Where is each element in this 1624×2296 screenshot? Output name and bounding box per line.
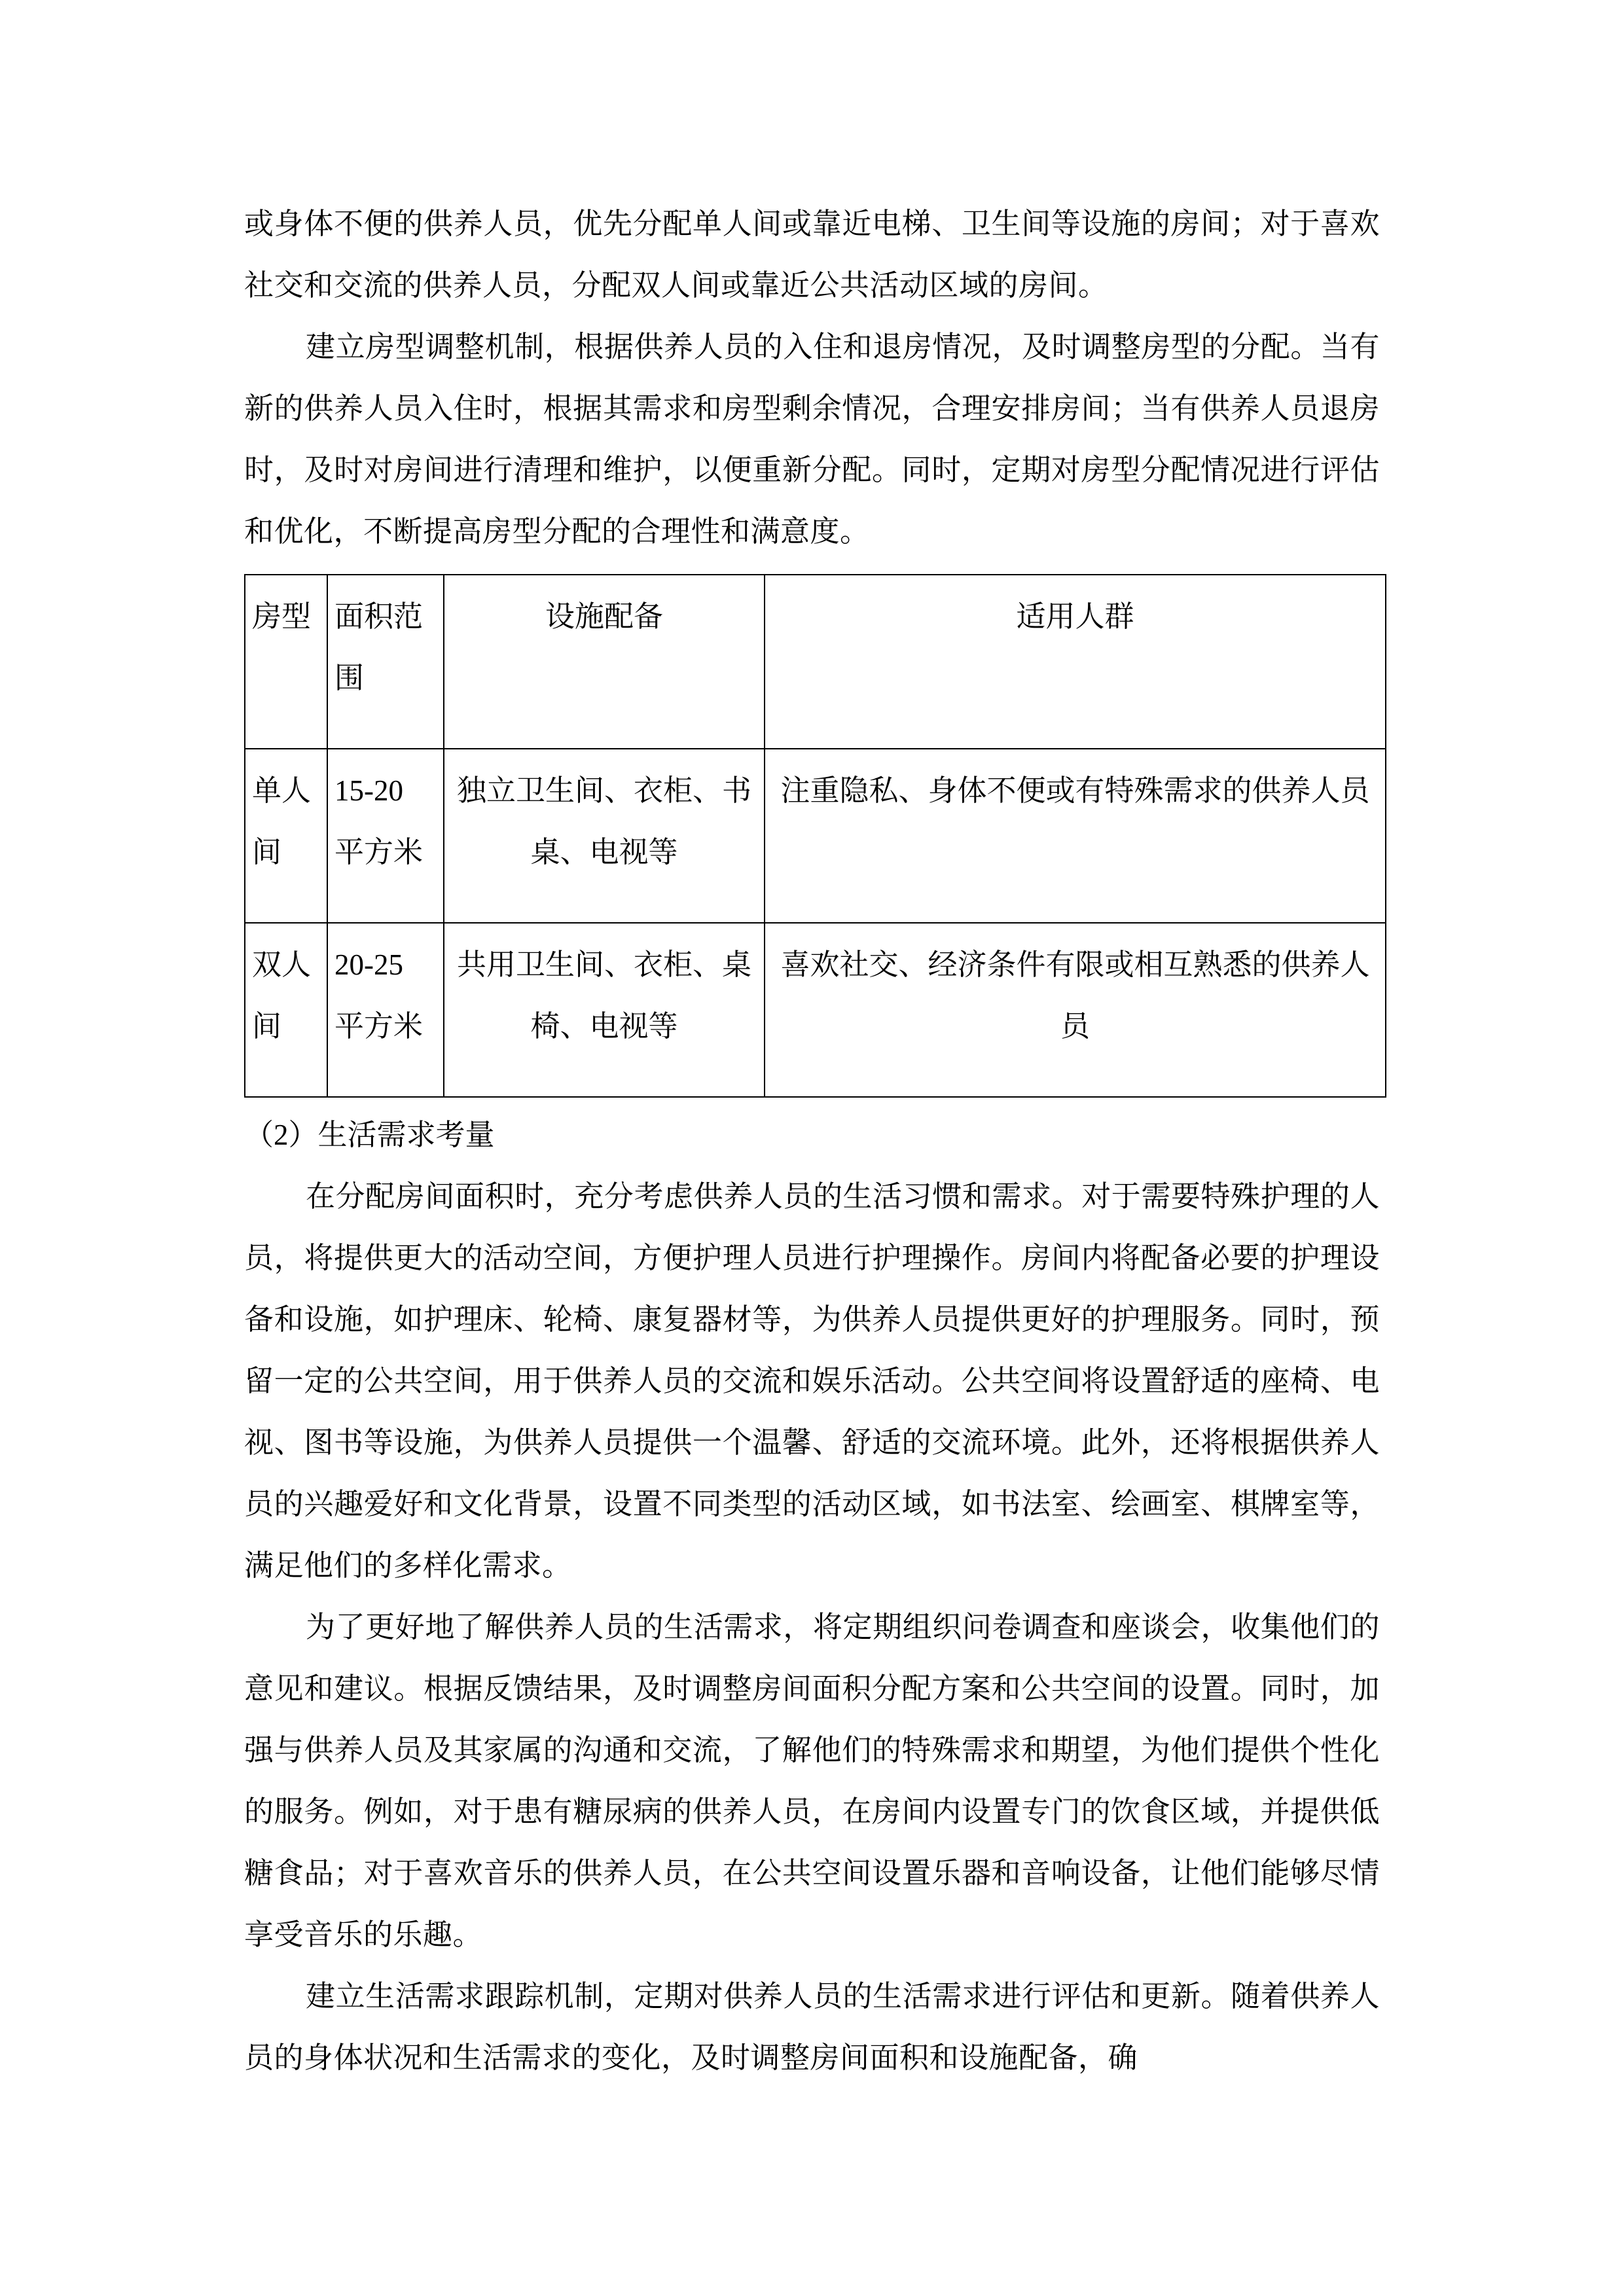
paragraph-5: 建立生活需求跟踪机制，定期对供养人员的生活需求进行评估和更新。随着供养人员的身体状况和生活需求的变化，及时调整房间面积和设施配备，确: [244, 1980, 1380, 2074]
table-cell-area-range: [327, 923, 444, 1097]
table-header-row: [245, 575, 1386, 749]
paragraph-3: 在分配房间面积时，充分考虑供养人员的生活习惯和需求。对于需要特殊护理的人员，将提供更大的活动空间，方便护理人员进行护理操作。房间内将配备必要的护理设备和设施，如护理床、轮椅、康复器材等，为供养人员提供更好的护理服务。同时，预留一定的公共空间，用于供养人员的交流和娱乐活动。公共空间将设置舒适的座椅、电视、图书等设施，为供养人员提供一个温馨、舒适的交流环境。此外，还将根据供养人员的兴趣爱好和文化背景，设置不同类型的活动区域，如书法室、绘画室、棋牌室等，满足他们的多样化需求。: [244, 1180, 1380, 1582]
table-body: [245, 749, 1386, 1097]
table-cell-room-type: [245, 923, 327, 1097]
document-body: [244, 193, 1380, 2089]
table-cell-facilities: [444, 923, 765, 1097]
table-cell-room-type: [245, 749, 327, 923]
paragraph-4: 为了更好地了解供养人员的生活需求，将定期组织问卷调查和座谈会，收集他们的意见和建议。根据反馈结果，及时调整房间面积分配方案和公共空间的设置。同时，加强与供养人员及其家属的沟通和交流，了解他们的特殊需求和期望，为他们提供个性化的服务。例如，对于患有糖尿病的供养人员，在房间内设置专门的饮食区域，并提供低糖食品；对于喜欢音乐的供养人员，在公共空间设置乐器和音响设备，让他们能够尽情享受音乐的乐趣。: [244, 1611, 1380, 1951]
table-cell-area-range-value: 20-25 平方米: [334, 948, 424, 1043]
table-header-area-range-label: 面积范围: [334, 600, 424, 694]
table-cell-room-type-value: 单人间: [252, 774, 312, 869]
table-head: [245, 575, 1386, 749]
table-cell-target-group: [765, 923, 1386, 1097]
table-cell-area-range: [327, 749, 444, 923]
table-row: [245, 923, 1386, 1097]
table-cell-room-type-value: 双人间: [252, 948, 312, 1043]
table-header-facilities: [444, 575, 765, 749]
table-cell-facilities: [444, 749, 765, 923]
table-cell-facilities-value: 独立卫生间、衣柜、书桌、电视等: [456, 774, 751, 869]
table-cell-target-group: [765, 749, 1386, 923]
table-header-target-group: [765, 575, 1386, 749]
table-header-room-type: [245, 575, 327, 749]
table-cell-facilities-value: 共用卫生间、衣柜、桌椅、电视等: [456, 948, 751, 1043]
section-heading: （2）生活需求考量: [244, 1119, 495, 1151]
table-header-facilities-label: 设施配备: [545, 600, 663, 633]
room-allocation-table: [244, 574, 1386, 1098]
table-header-room-type-label: 房型: [252, 600, 312, 633]
table-header-area-range: [327, 575, 444, 749]
table-header-target-group-label: 适用人群: [1016, 600, 1134, 633]
paragraph-1: 或身体不便的供养人员，优先分配单人间或靠近电梯、卫生间等设施的房间；对于喜欢社交和交流的供养人员，分配双人间或靠近公共活动区域的房间。: [244, 207, 1380, 302]
table-cell-area-range-value: 15-20 平方米: [334, 774, 424, 869]
table-cell-target-group-value: 喜欢社交、经济条件有限或相互熟悉的供养人员: [780, 948, 1370, 1043]
table-cell-target-group-value: 注重隐私、身体不便或有特殊需求的供养人员: [780, 774, 1370, 807]
table-row: [245, 749, 1386, 923]
paragraph-2: 建立房型调整机制，根据供养人员的入住和退房情况，及时调整房型的分配。当有新的供养人员入住时，根据其需求和房型剩余情况，合理安排房间；当有供养人员退房时，及时对房间进行清理和维护，以便重新分配。同时，定期对房型分配情况进行评估和优化，不断提高房型分配的合理性和满意度。: [244, 331, 1380, 548]
